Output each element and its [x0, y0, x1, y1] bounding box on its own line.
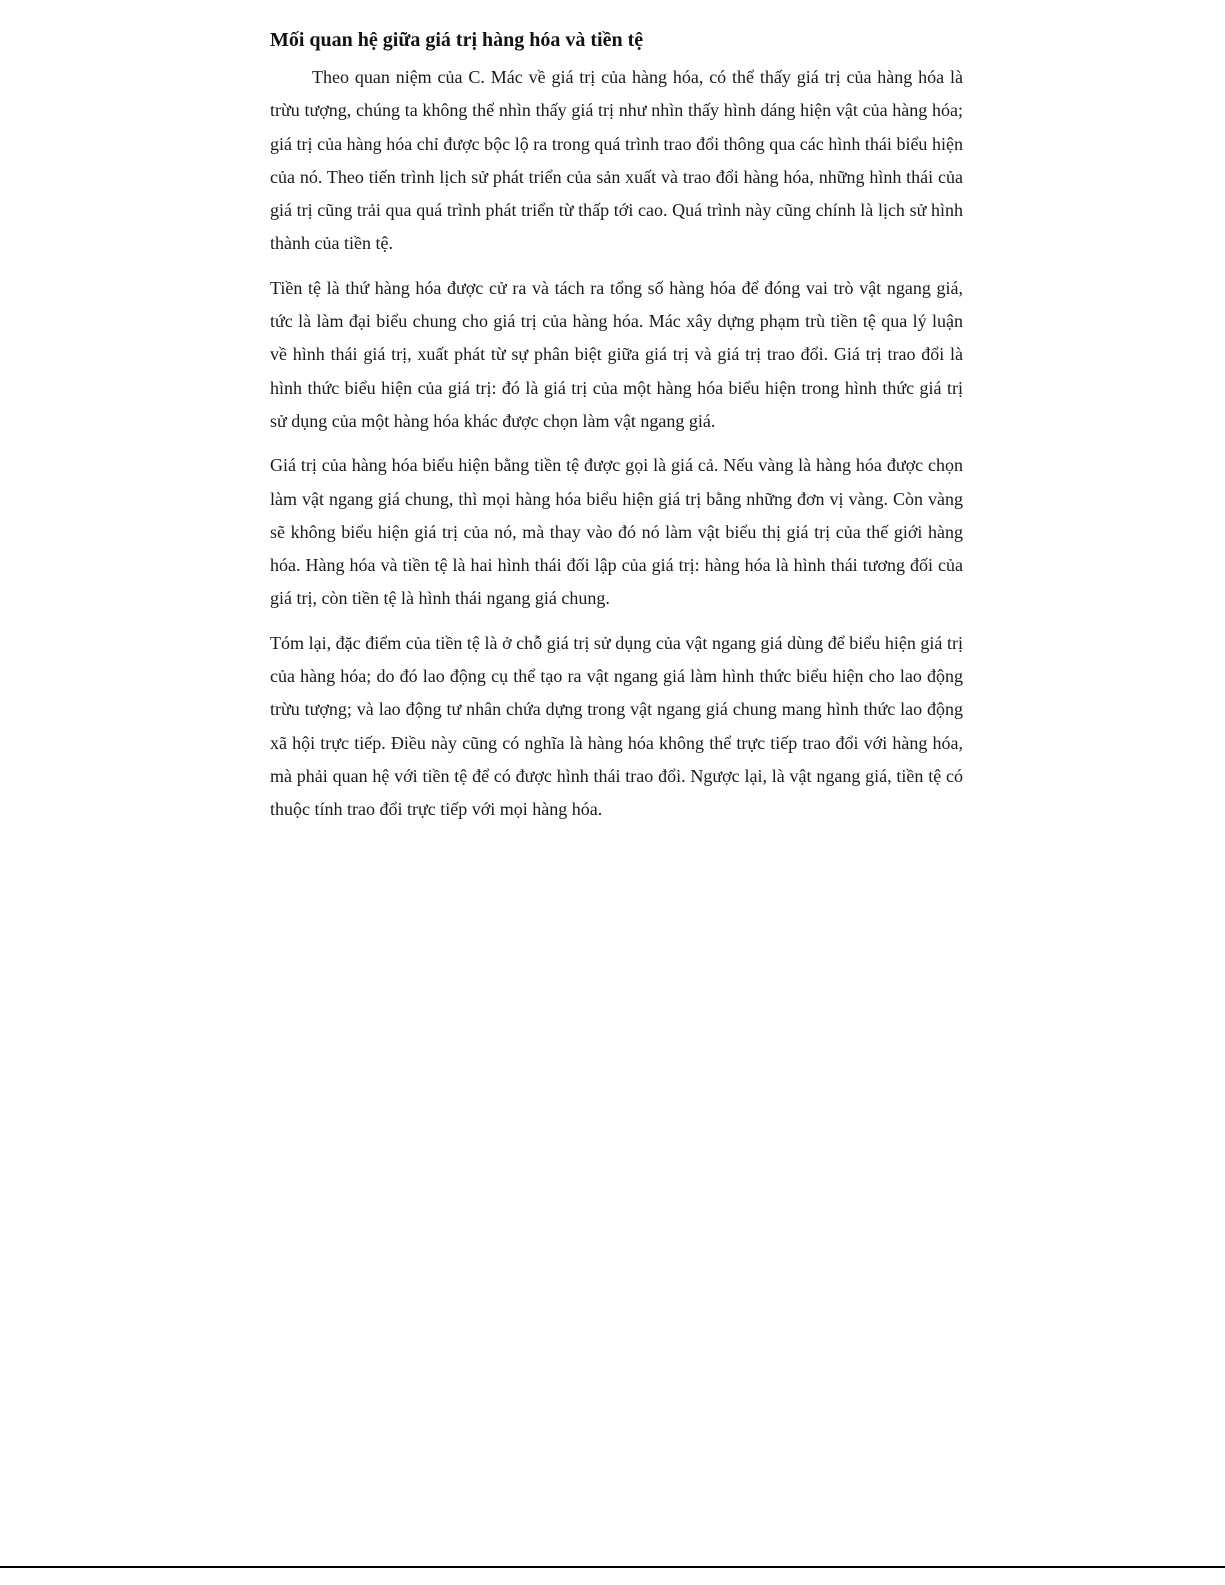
paragraph-1: Theo quan niệm của C. Mác về giá trị của hàng hóa, có thể thấy giá trị của hàng hóa là trừu tượng, chúng ta không thể nhìn thấy giá trị như nhìn thấy hình dáng hiện vật của hàng hóa; giá trị của hàng hóa chỉ được bộc lộ ra trong quá trình trao đổi thông qua các hình thái biểu hiện của nó. Theo tiến trình lịch sử phát triển của sản xuất và trao đổi hàng hóa, những hình thái của giá trị cũng trải qua quá trình phát triển từ thấp tới cao. Quá trình này cũng chính là lịch sử hình thành của tiền tệ. — [270, 67, 963, 254]
paragraph-2: Tiền tệ là thứ hàng hóa được cử ra và tách ra tổng số hàng hóa để đóng vai trò vật ngang giá, tức là làm đại biểu chung cho giá trị của hàng hóa. Mác xây dựng phạm trù tiền tệ qua lý luận về hình thái giá trị, xuất phát từ sự phân biệt giữa giá trị và giá trị trao đổi. Giá trị trao đổi là hình thức biểu hiện của giá trị: đó là giá trị của một hàng hóa biểu hiện trong hình thức giá trị sử dụng của một hàng hóa khác được chọn làm vật ngang giá. — [270, 277, 963, 431]
section-heading: Mối quan hệ giữa giá trị hàng hóa và tiền tệ — [270, 29, 644, 51]
page-bottom-border — [0, 1566, 1225, 1568]
paragraph-3: Giá trị của hàng hóa biểu hiện bằng tiền tệ được gọi là giá cả. Nếu vàng là hàng hóa được chọn làm vật ngang giá chung, thì mọi hàng hóa biểu hiện giá trị bằng những đơn vị vàng. Còn vàng sẽ không biểu hiện giá trị của nó, mà thay vào đó nó làm vật biểu thị giá trị của thế giới hàng hóa. Hàng hóa và tiền tệ là hai hình thái đối lập của giá trị: hàng hóa là hình thái tương đối của giá trị, còn tiền tệ là hình thái ngang giá chung. — [270, 455, 963, 609]
paragraph-4: Tóm lại, đặc điểm của tiền tệ là ở chỗ giá trị sử dụng của vật ngang giá dùng để biểu hiện giá trị của hàng hóa; do đó lao động cụ thể tạo ra vật ngang giá làm hình thức biểu hiện cho lao động trừu tượng; và lao động tư nhân chứa dựng trong vật ngang giá chung mang hình thức lao động xã hội trực tiếp. Điều này cũng có nghĩa là hàng hóa không thể trực tiếp trao đổi với hàng hóa, mà phải quan hệ với tiền tệ để có được hình thái trao đổi. Ngược lại, là vật ngang giá, tiền tệ có thuộc tính trao đổi trực tiếp với mọi hàng hóa. — [270, 632, 963, 820]
document-page — [270, 26, 963, 838]
